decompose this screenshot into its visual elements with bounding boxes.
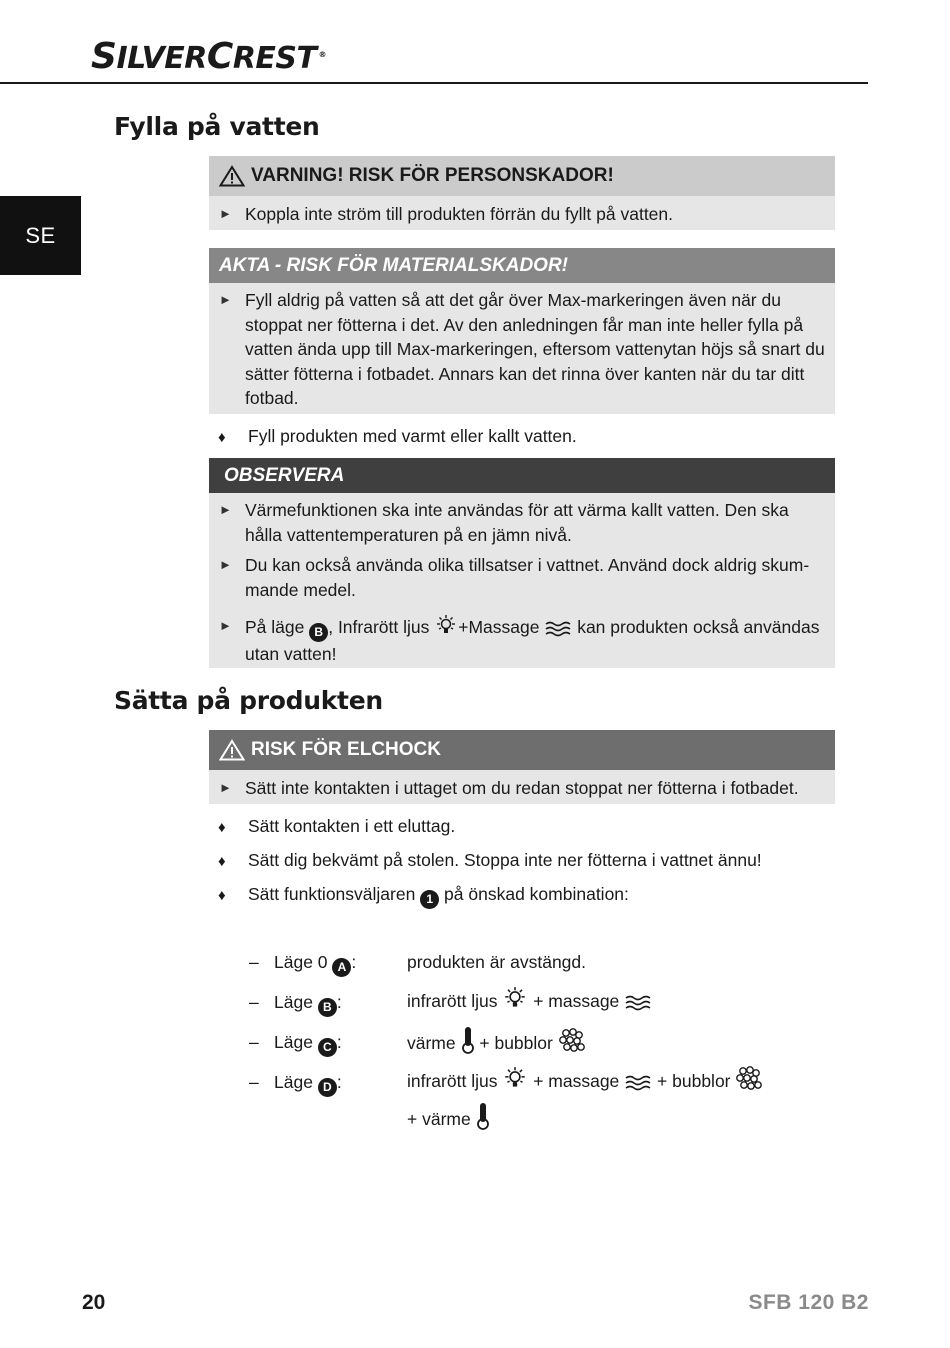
mode-row-c: – Läge C : [249,1030,342,1057]
arrow-bullet-icon: ► [219,618,232,633]
list-item: ► Värmefunktionen ska inte användas för att värma kallt vatten. Den ska hålla vattentemperaturen på en jämn nivå. [219,500,789,545]
warning-box-electric-shock [209,730,835,804]
mode-row-d: – Läge D : [249,1070,342,1097]
arrow-bullet-icon: ► [219,557,232,572]
mode-letter-badge: B [309,623,328,642]
thermometer-heat-icon [461,1026,475,1054]
step-set-selector: ♦ Sätt funktionsväljaren 1 på önskad kombination: [218,882,629,909]
step-plug-in: ♦ Sätt kontakten i ett eluttag. [218,814,455,840]
mode-desc-d: infrarött ljus + massage + bubblor [407,1066,763,1093]
arrow-bullet-icon: ► [219,206,232,221]
mode-letter-badge: A [332,958,351,977]
step-fill-water: ♦ Fyll produkten med varmt eller kallt vatten. [218,424,577,450]
list-item: ► Du kan också använda olika tillsatser i vattnet. Använd dock aldrig skum-mande medel. [219,555,810,600]
mode-row-a: – Läge 0 A : [249,950,356,977]
brand-logo: SILVERCREST ® [91,36,326,77]
warning-triangle-icon [219,165,245,187]
mode-letter-badge: D [318,1078,337,1097]
mode-letter-badge: B [318,998,337,1017]
list-item: ► På läge B , Infrarött ljus +Massage kan produkten också användas utan vatten! [209,614,835,666]
diamond-bullet-icon: ♦ [218,853,226,870]
diamond-bullet-icon: ♦ [218,887,226,904]
mode-letter-badge: C [318,1038,337,1057]
arrow-bullet-icon: ► [219,292,232,307]
massage-waves-icon [544,618,572,638]
list-item: ► Fyll aldrig på vatten så att det går över Max-markeringen även när du stoppat ner fötterna i det. Av den anledningen får man inte heller fylla på vatten ända upp till Max-markeringen, eftersom vattenytan höjs så snart du sätter fötterna i fotbadet. Annars kan det rinna över kanten när du tar ditt fotbad. [219,290,825,408]
note-box [209,458,835,668]
infrared-light-icon [502,986,528,1012]
section-title-fill-water: Fylla på vatten [114,112,320,141]
massage-waves-icon [624,992,652,1012]
mode-row-b: – Läge B : [249,990,342,1017]
list-item: ► Sätt inte kontakten i uttaget om du redan stoppat ner fötterna i fotbadet. [209,776,835,801]
bubbles-icon [735,1066,763,1092]
warning-triangle-icon [219,739,245,761]
caution-box-material-damage [209,248,835,414]
selector-number-badge: 1 [420,890,439,909]
massage-waves-icon [624,1072,652,1092]
shock-heading: RISK FÖR ELCHOCK [209,730,835,770]
diamond-bullet-icon: ♦ [218,429,226,446]
warning-heading: VARNING! RISK FÖR PERSONSKADOR! [209,156,835,196]
thermometer-heat-icon [476,1102,490,1130]
model-number: SFB 120 B2 [748,1291,869,1314]
mode-desc-d-continued: + värme [407,1102,490,1131]
arrow-bullet-icon: ► [219,780,232,795]
mode-desc-a: produkten är avstängd. [407,952,587,972]
mode-desc-b: infrarött ljus + massage [407,986,652,1013]
infrared-light-icon [434,614,458,638]
caution-heading: AKTA - RISK FÖR MATERIALSKADOR! [209,248,835,283]
list-item: ► Koppla inte ström till produkten förrän du fyllt på vatten. [209,202,835,227]
page-number: 20 [82,1291,106,1314]
diamond-bullet-icon: ♦ [218,819,226,836]
mode-desc-c: värme + bubblor [407,1026,586,1055]
warning-box-personal-injury [209,156,835,230]
infrared-light-icon [502,1066,528,1092]
note-heading: OBSERVERA [209,458,835,493]
section-title-turn-on: Sätta på produkten [114,686,383,715]
bubbles-icon [558,1028,586,1054]
arrow-bullet-icon: ► [219,502,232,517]
language-tab: SE [0,196,81,275]
header-rule [0,82,868,84]
step-sit-down: ♦ Sätt dig bekvämt på stolen. Stoppa inte ner fötterna i vattnet ännu! [218,848,762,874]
